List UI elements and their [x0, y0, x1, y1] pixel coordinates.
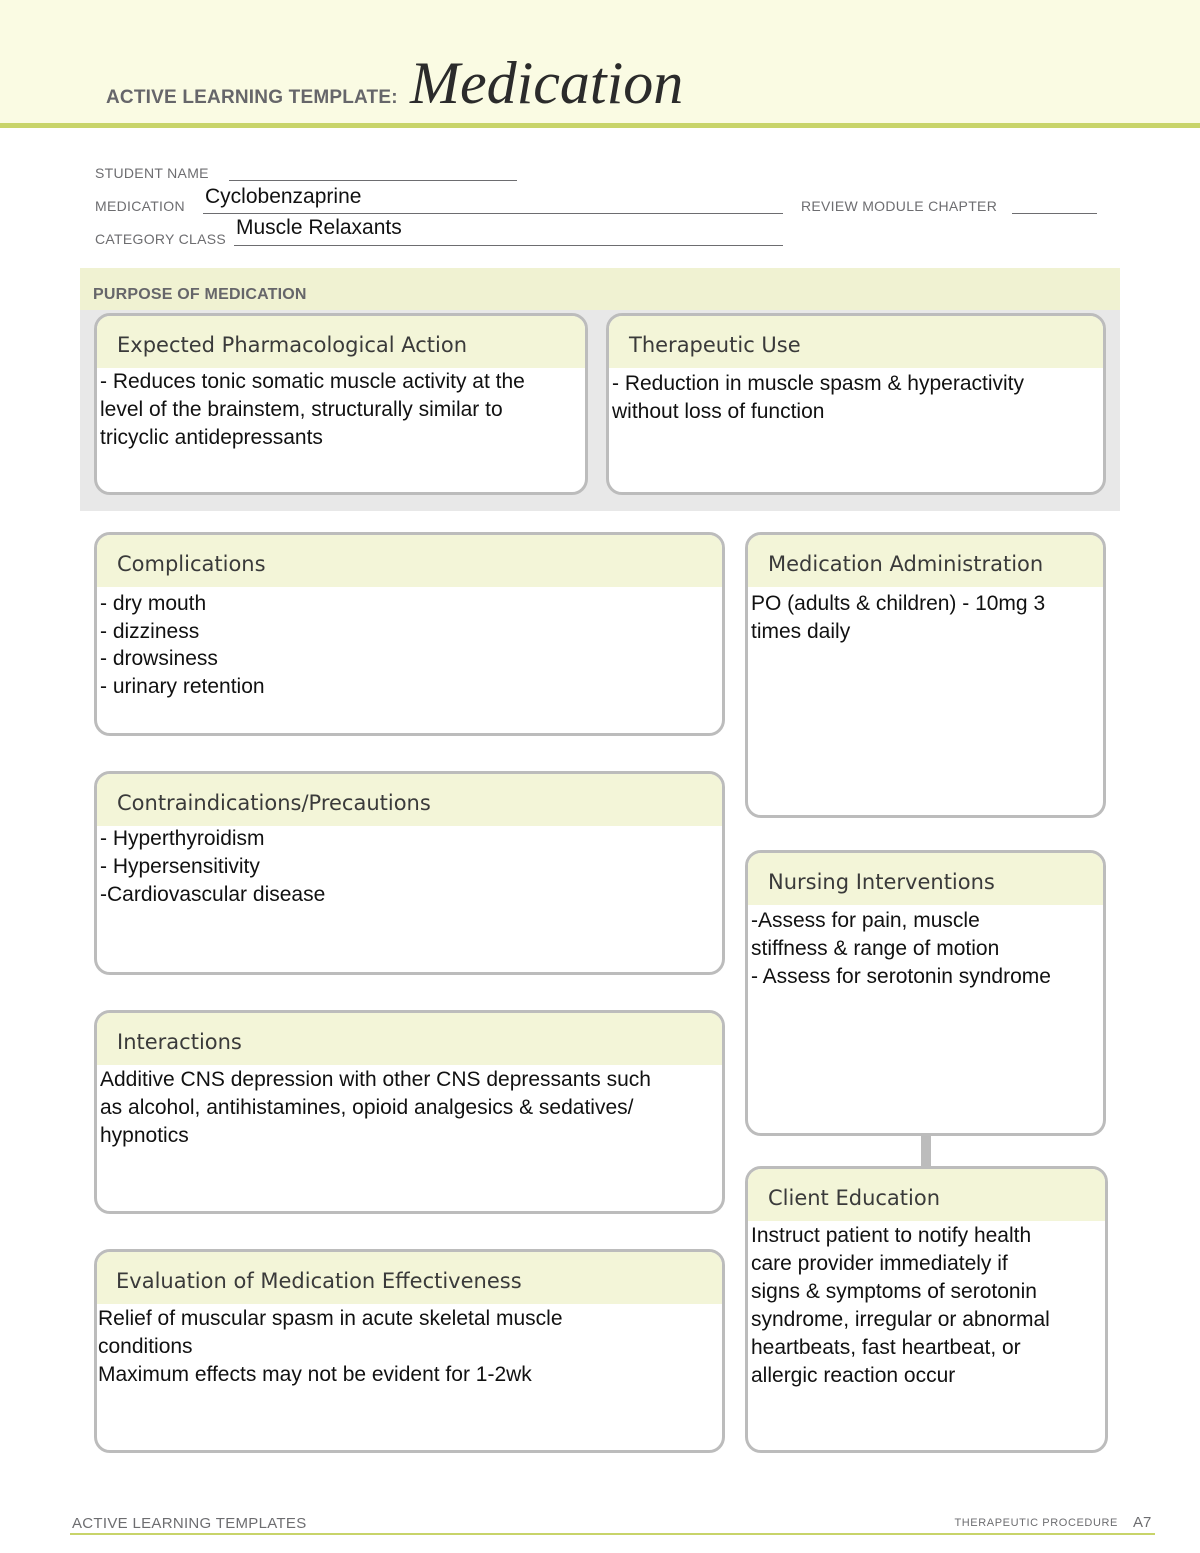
footer-title: ACTIVE LEARNING TEMPLATES: [72, 1515, 307, 1532]
box-header: [97, 774, 722, 826]
review-module-label: REVIEW MODULE CHAPTER: [801, 198, 998, 214]
text-line: Maximum effects may not be evident for 1-2wk: [98, 1363, 532, 1386]
text-line: tricyclic antidepressants: [100, 426, 323, 449]
text-line: signs & symptoms of serotonin: [751, 1280, 1037, 1303]
therapeutic-use-box: [606, 313, 1106, 495]
expected-action-box: [94, 313, 588, 495]
evaluation-title: Evaluation of Medication Effectiveness: [116, 1269, 522, 1293]
text-line: Relief of muscular spasm in acute skeletal muscle: [98, 1307, 563, 1330]
client-education-box: [745, 1166, 1108, 1453]
box-header: [748, 1169, 1105, 1221]
text-line: Instruct patient to notify health: [751, 1224, 1032, 1247]
nursing-interventions-text[interactable]: [751, 907, 1099, 991]
complications-text[interactable]: [100, 590, 718, 700]
text-line: - Hyperthyroidism: [100, 827, 265, 850]
student-name-field[interactable]: [229, 180, 517, 181]
text-line: syndrome, irregular or abnormal: [751, 1308, 1050, 1331]
text-line: hypnotics: [100, 1124, 189, 1147]
medication-label: MEDICATION: [95, 198, 185, 214]
box-header: [748, 535, 1103, 587]
expected-action-text[interactable]: [100, 368, 581, 452]
text-line: care provider immediately if: [751, 1252, 1008, 1275]
evaluation-box: [94, 1249, 725, 1453]
complications-title: Complications: [117, 552, 266, 576]
text-line: allergic reaction occur: [751, 1364, 956, 1387]
client-education-text[interactable]: [751, 1222, 1101, 1390]
complications-box: [94, 532, 725, 736]
nursing-interventions-box: [745, 850, 1106, 1136]
footer-rule: [70, 1533, 1155, 1535]
text-line: -Assess for pain, muscle: [751, 909, 980, 932]
contraindications-box: [94, 771, 725, 975]
box-header: [97, 1252, 722, 1304]
text-line: as alcohol, antihistamines, opioid analgesics & sedatives/: [100, 1096, 634, 1119]
text-line: times daily: [751, 620, 851, 643]
therapeutic-use-text[interactable]: [612, 370, 1099, 426]
text-line: Additive CNS depression with other CNS depressants such: [100, 1068, 651, 1091]
medication-field[interactable]: [203, 213, 783, 214]
text-line: without loss of function: [612, 400, 825, 423]
contraindications-text[interactable]: [100, 825, 718, 909]
interactions-title: Interactions: [117, 1030, 242, 1054]
text-line: level of the brainstem, structurally similar to: [100, 398, 503, 421]
medication-administration-title: Medication Administration: [768, 552, 1044, 576]
text-line: - Reduction in muscle spasm & hyperactivity: [612, 372, 1024, 395]
text-line: - Hypersensitivity: [100, 855, 260, 878]
text-line: - Reduces tonic somatic muscle activity at the: [100, 370, 525, 393]
review-module-field[interactable]: [1012, 213, 1097, 214]
interactions-text[interactable]: [100, 1066, 718, 1150]
evaluation-text[interactable]: [98, 1305, 718, 1389]
text-line: PO (adults & children) - 10mg 3: [751, 592, 1046, 615]
category-class-field[interactable]: [234, 245, 783, 246]
box-header: [97, 1013, 722, 1065]
template-label: ACTIVE LEARNING TEMPLATE:: [106, 87, 398, 108]
box-header: [609, 316, 1103, 368]
medication-administration-text[interactable]: [751, 590, 1099, 646]
text-line: - dry mouth: [100, 592, 207, 615]
text-line: stiffness & range of motion: [751, 937, 1000, 960]
text-line: - dizziness: [100, 619, 200, 643]
interactions-box: [94, 1010, 725, 1214]
expected-action-title: Expected Pharmacological Action: [117, 333, 468, 357]
text-line: - Assess for serotonin syndrome: [751, 965, 1051, 988]
page-title: Medication: [410, 50, 684, 116]
box-header: [748, 853, 1103, 905]
contraindications-title: Contraindications/Precautions: [117, 791, 431, 815]
therapeutic-use-title: Therapeutic Use: [629, 333, 801, 357]
box-connector: [921, 1136, 931, 1166]
text-line: heartbeats, fast heartbeat, or: [751, 1336, 1021, 1359]
student-name-label: STUDENT NAME: [95, 165, 209, 181]
purpose-label: PURPOSE OF MEDICATION: [93, 286, 307, 303]
box-header: [97, 316, 585, 368]
text-line: - urinary retention: [100, 674, 265, 698]
text-line: -Cardiovascular disease: [100, 883, 326, 906]
text-line: conditions: [98, 1335, 193, 1358]
text-line: - drowsiness: [100, 647, 218, 670]
client-education-title: Client Education: [768, 1186, 941, 1210]
nursing-interventions-title: Nursing Interventions: [768, 870, 995, 894]
footer-section: THERAPEUTIC PROCEDURE: [954, 1517, 1118, 1529]
medication-administration-box: [745, 532, 1106, 818]
category-class-label: CATEGORY CLASS: [95, 231, 227, 247]
box-header: [97, 535, 722, 587]
medication-value: Cyclobenzaprine: [205, 185, 362, 208]
page-number: A7: [1133, 1514, 1152, 1531]
header-rule: [0, 123, 1200, 128]
category-class-value: Muscle Relaxants: [236, 216, 402, 239]
